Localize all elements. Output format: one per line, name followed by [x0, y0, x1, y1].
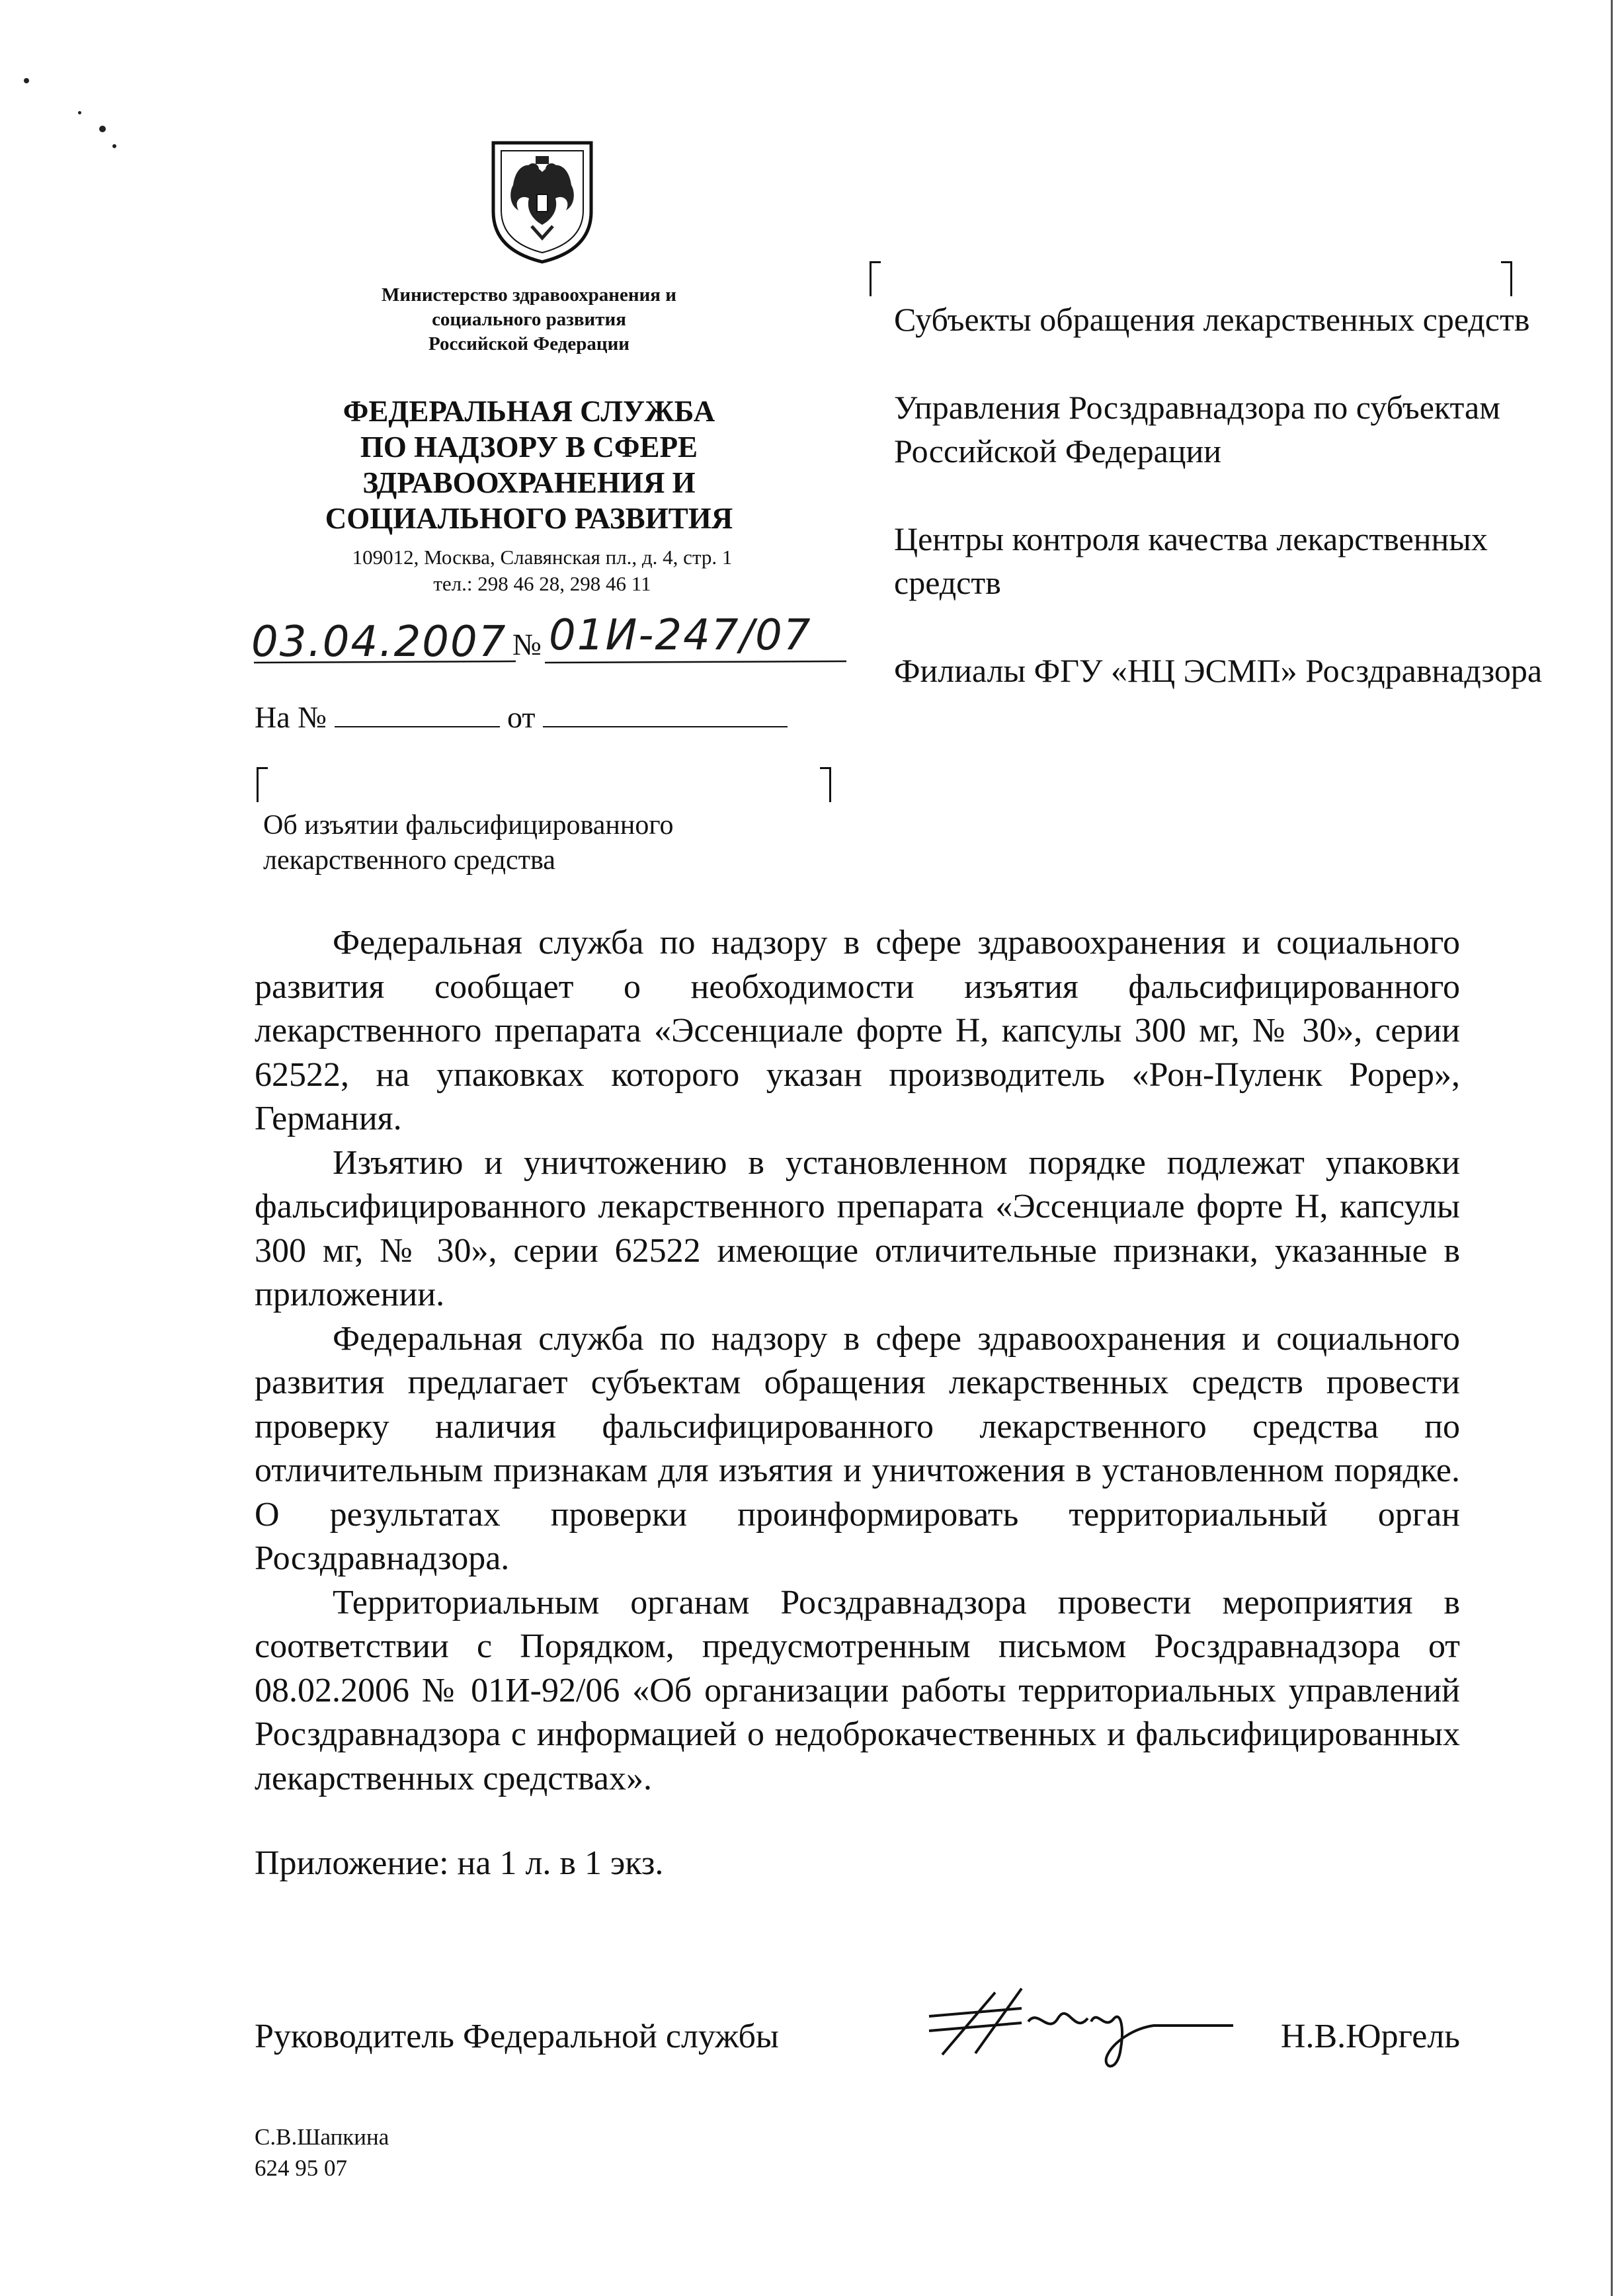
- outgoing-date: 03.04.2007: [251, 618, 507, 667]
- phone-line: тел.: 298 46 28, 298 46 11: [433, 572, 651, 595]
- body-paragraph: Территориальным органам Росздравнадзора провести мероприятия в соответствии с Порядком, предусмотренным письмом Росздравнадзора от 08.02.2006 № 01И-92/06 «Об организации работы территориальных управлений Росздравнадзора с информацией о недоброкачественных и фальсифицированных лекарственных средствах».: [255, 1583, 1460, 1797]
- outgoing-number: 01И-247/07: [549, 611, 812, 660]
- signer-name: Н.В.Юргель: [1280, 2018, 1460, 2055]
- service-line: ПО НАДЗОРУ В СФЕРЕ: [360, 430, 698, 464]
- recipient: Управления Росздравнадзора по субъектам Российской Федерации: [894, 389, 1500, 470]
- date-underline: [251, 659, 522, 667]
- subject-corner-left: [257, 767, 268, 802]
- reply-reference: [255, 698, 823, 737]
- scan-speck: [99, 126, 106, 132]
- letter-subject: [263, 808, 858, 878]
- attachment-note: Приложение: на 1 л. в 1 экз.: [255, 1844, 664, 1882]
- signer-position: Руководитель Федеральной службы: [255, 2018, 779, 2055]
- recipient: Центры контроля качества лекарственных средств: [894, 520, 1488, 601]
- service-address: [291, 544, 793, 597]
- number-underline: [542, 659, 853, 667]
- scan-speck: [24, 78, 29, 83]
- ministry-line: Российской Федерации: [428, 333, 629, 354]
- service-line: ФЕДЕРАЛЬНАЯ СЛУЖБА: [343, 395, 715, 428]
- signature-block: [255, 2015, 1460, 2081]
- number-sign: №: [512, 628, 542, 661]
- reply-date-blank: [543, 700, 788, 727]
- service-line: ЗДРАВООХРАНЕНИЯ И: [362, 466, 696, 499]
- body-paragraph: Федеральная служба по надзору в сфере здравоохранения и социального развития сообщает о необходимости изъятия фальсифицированного лекарственного препарата «Эссенциале форте Н, капсулы 300 мг, № 30», серии 62522, на упаковках которого указан производитель «Рон-Пуленк Рорер», Германия.: [255, 924, 1460, 1137]
- outgoing-registration: [251, 611, 860, 675]
- executor-name: С.В.Шапкина: [255, 2124, 389, 2150]
- subject-line: лекарственного средства: [263, 845, 555, 876]
- recipient: Филиалы ФГУ «НЦ ЭСМП» Росздравнадзора: [894, 652, 1543, 689]
- subject-corner-right: [820, 767, 831, 802]
- coat-of-arms-emblem: [489, 139, 595, 265]
- page-edge: [1611, 0, 1613, 2296]
- letter-body: [255, 921, 1460, 1801]
- reply-number-label: На №: [255, 700, 327, 734]
- executor-info: [255, 2121, 389, 2184]
- reply-number-blank: [335, 700, 500, 727]
- body-paragraph: Федеральная служба по надзору в сфере здравоохранения и социального развития предлагает субъектам обращения лекарственных средств провести проверку наличия фальсифицированного лекарственного средства по отличительным признакам для изъятия и уничтожения в установленном порядке. О результатах проверки проинформировать территориальный орган Росздравнадзора.: [255, 1319, 1460, 1577]
- body-paragraph: Изъятию и уничтожению в установленном порядке подлежат упаковки фальсифицированного лекарственного препарата «Эссенциале форте Н, капсулы 300 мг, № 30», серии 62522 имеющие отличительные признаки, указанные в приложении.: [255, 1143, 1460, 1313]
- scan-speck: [112, 144, 116, 148]
- executor-phone: 624 95 07: [255, 2155, 347, 2181]
- recipient: Субъекты обращения лекарственных средств: [894, 301, 1530, 338]
- service-line: СОЦИАЛЬНОГО РАЗВИТИЯ: [325, 502, 733, 535]
- reply-from-label: от: [507, 700, 536, 734]
- recipient-corner-right: [1501, 261, 1512, 296]
- subject-line: Об изъятии фальсифицированного: [263, 810, 674, 840]
- ministry-line: социального развития: [432, 309, 626, 330]
- ministry-name: [331, 283, 727, 356]
- service-name: [278, 393, 780, 536]
- scan-speck: [78, 111, 81, 114]
- recipient-corner-left: [870, 261, 881, 296]
- ministry-line: Министерство здравоохранения и: [382, 284, 676, 306]
- handwritten-signature: [922, 1982, 1233, 2081]
- address-line: 109012, Москва, Славянская пл., д. 4, стр. 1: [352, 546, 733, 569]
- recipients-block: [894, 298, 1582, 737]
